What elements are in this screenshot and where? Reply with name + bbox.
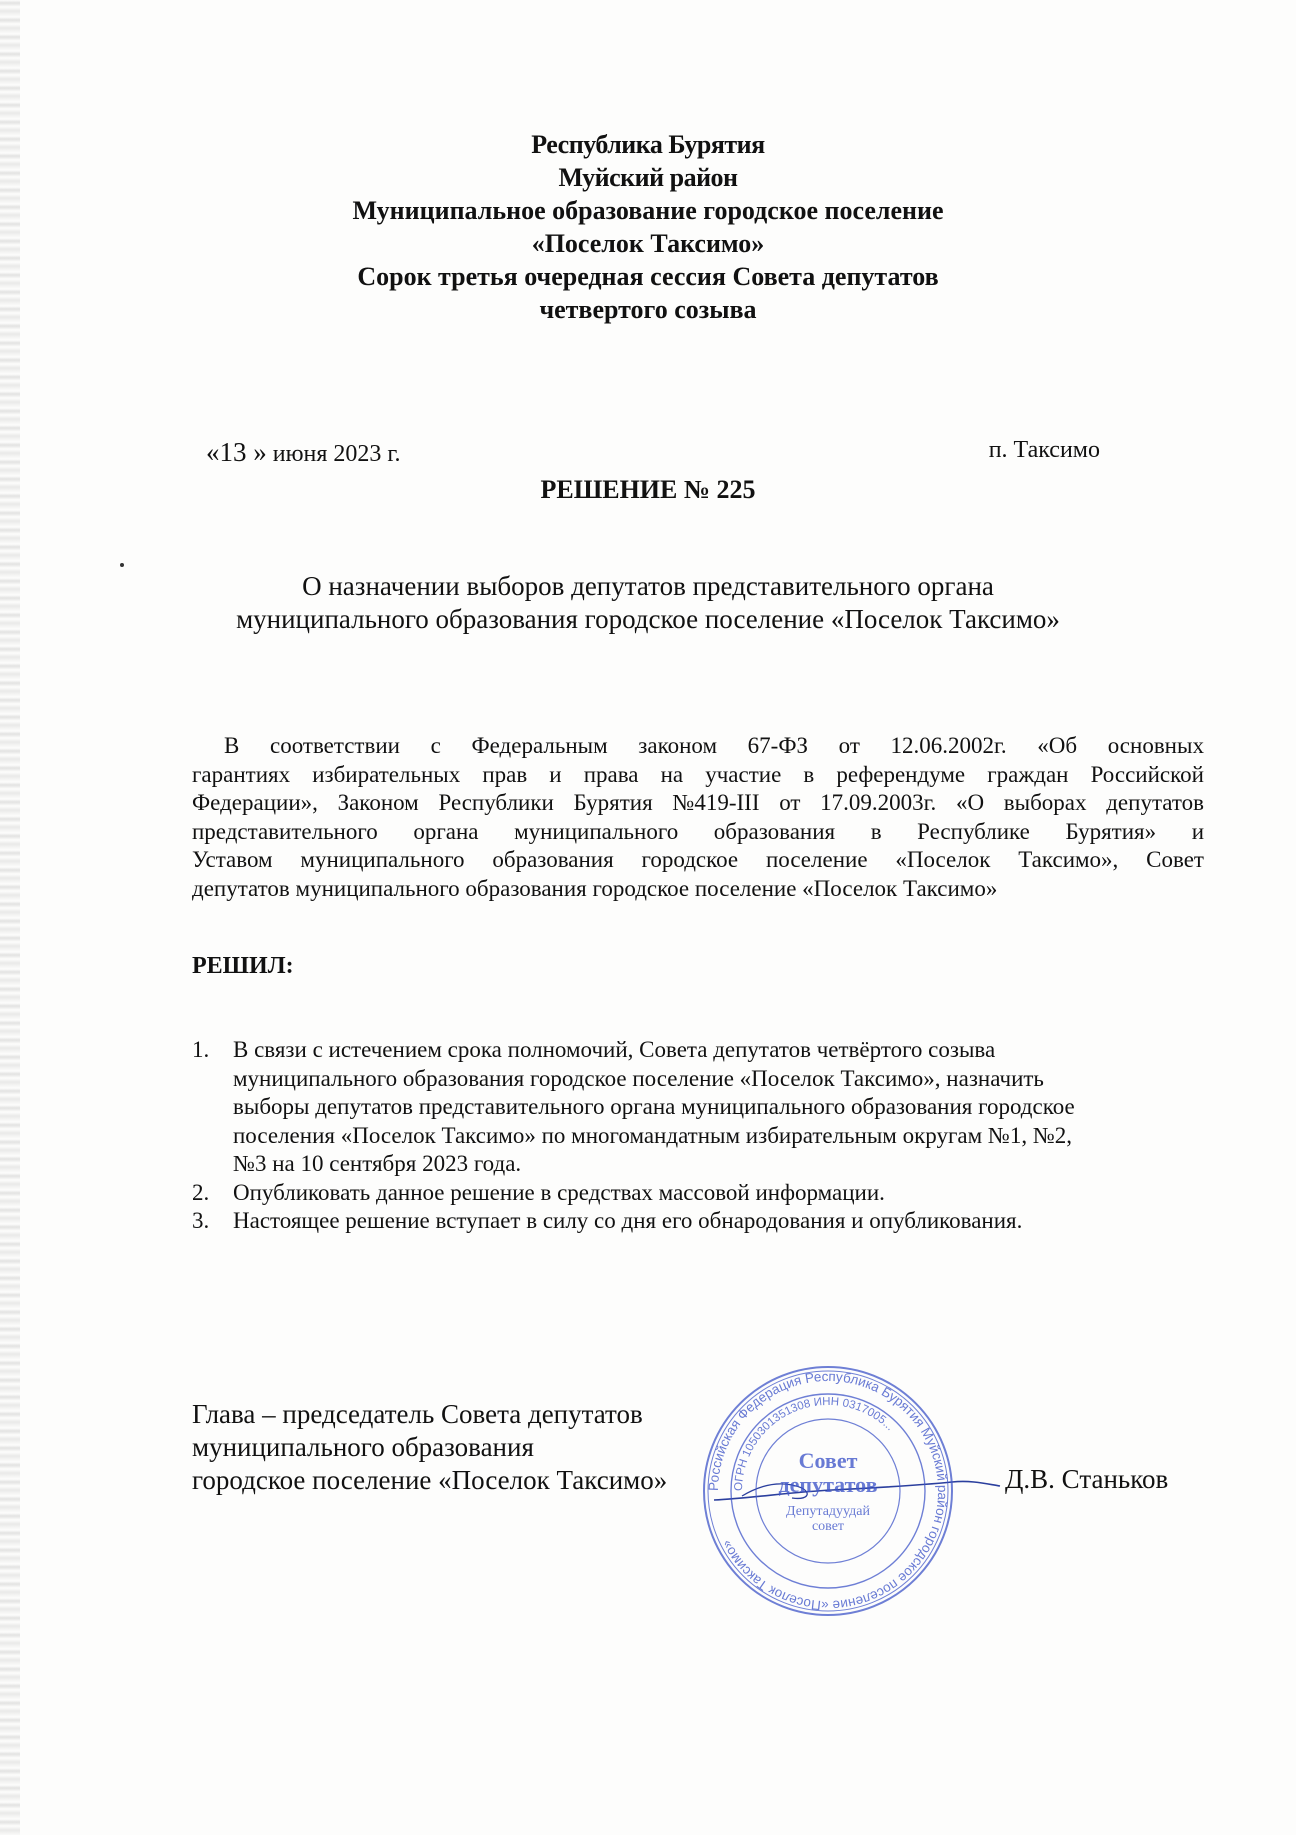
- preamble-word: Федерации»,: [192, 790, 318, 815]
- header-republic: Республика Бурятия: [531, 130, 765, 159]
- header-session: Сорок третья очередная сессия Совета депутатов: [357, 262, 939, 291]
- preamble-word: Таксимо»,: [1018, 847, 1119, 872]
- preamble-word: Совет: [1146, 847, 1204, 872]
- preamble-word: на: [660, 761, 684, 787]
- preamble-word: В: [224, 733, 240, 758]
- item-number: 2.: [192, 1179, 210, 1205]
- header-settlement: «Поселок Таксимо»: [531, 229, 765, 258]
- item-line: В связи с истечением срока полномочий, Совета депутатов четвёртого созыва: [233, 1037, 996, 1062]
- preamble-word: права: [583, 761, 639, 787]
- preamble-word: с: [430, 733, 441, 758]
- header-convocation: четвертого созыва: [539, 295, 757, 324]
- preamble-word: образования: [713, 818, 836, 844]
- decision-items-list: [192, 1036, 1222, 1236]
- preamble-word: Уставом: [192, 847, 273, 872]
- item-body: [233, 1207, 1022, 1236]
- preamble-word: соответствии: [269, 733, 400, 758]
- preamble-word: муниципального: [300, 847, 465, 872]
- decision-title: РЕШЕНИЕ № 225: [540, 475, 756, 504]
- item-number: 3.: [192, 1208, 210, 1233]
- date-day: «13 »: [206, 437, 267, 467]
- preamble-word: 67-ФЗ: [747, 733, 809, 758]
- resolved-heading: РЕШИЛ:: [192, 953, 294, 979]
- official-seal-stamp: [700, 1363, 956, 1619]
- item-number: 1.: [192, 1037, 210, 1062]
- preamble-word: «О: [955, 790, 985, 815]
- stray-dot: [120, 563, 124, 567]
- signature-block: [192, 1398, 667, 1497]
- preamble-word: в: [870, 818, 882, 844]
- item-line: Настоящее решение вступает в силу со дня его обнародования и опубликования.: [233, 1208, 1023, 1233]
- subject-line-1: О назначении выборов депутатов представительного органа: [302, 571, 994, 601]
- preamble-word: гарантиях: [192, 761, 291, 787]
- list-item: [192, 1207, 1222, 1236]
- subject-line-2: муниципального образования городское поселение «Поселок Таксимо»: [236, 604, 1060, 634]
- preamble-word: от: [779, 790, 801, 815]
- preamble-word: граждан: [987, 761, 1069, 787]
- signature-position-line-2: муниципального образования: [192, 1432, 534, 1462]
- signature-position-line-1: Глава – председатель Совета депутатов: [192, 1399, 643, 1429]
- preamble-word: и: [549, 761, 562, 787]
- header-municipality: Муниципальное образование городское поселение: [352, 196, 944, 225]
- document-header: [0, 128, 1296, 326]
- preamble-word: поселение: [765, 847, 868, 872]
- preamble-word: от: [838, 733, 860, 758]
- signer-name: Д.В. Станьков: [1005, 1464, 1169, 1494]
- stamp-outer-text: Российская Федерация Республика Бурятия Муйский район городское поселение «Поселок Таксимо»: [705, 1368, 951, 1614]
- preamble-word: выборах: [1003, 790, 1087, 815]
- preamble-word: законом: [638, 733, 718, 758]
- item-body: [233, 1036, 1075, 1179]
- preamble-word: Законом: [337, 790, 419, 815]
- preamble-word: референдуме: [836, 761, 966, 787]
- preamble-word: №419-III: [672, 790, 760, 815]
- stamp-inner-text: ОГРН 1050301351308 ИНН 0317005...: [732, 1395, 896, 1492]
- stamp-center-3: Депутадуудай: [786, 1504, 870, 1519]
- preamble-word: в: [803, 761, 815, 787]
- stamp-center-1: Совет: [798, 1448, 858, 1473]
- preamble-paragraph: [192, 732, 1204, 903]
- item-line: Опубликовать данное решение в средствах массовой информации.: [233, 1179, 885, 1205]
- preamble-word: Российской: [1090, 761, 1204, 787]
- list-item: [192, 1179, 1222, 1208]
- preamble-word: Бурятия: [573, 790, 653, 815]
- preamble-word: Бурятия»: [1065, 818, 1157, 844]
- item-line: муниципального образования городское поселение «Поселок Таксимо», назначить: [233, 1065, 1044, 1091]
- preamble-word: и: [1191, 818, 1204, 844]
- document-date: [206, 437, 401, 468]
- date-rest: июня 2023 г.: [266, 441, 401, 467]
- decision-subject: [0, 570, 1296, 636]
- preamble-word: депутатов: [1106, 790, 1204, 815]
- list-item: [192, 1036, 1222, 1179]
- preamble-word: городское: [641, 847, 739, 872]
- preamble-line-2: [192, 761, 1204, 790]
- preamble-word: Республике: [917, 818, 1030, 844]
- preamble-word: представительного: [192, 818, 378, 844]
- preamble-word: Республики: [438, 790, 554, 815]
- preamble-word: органа: [413, 818, 479, 844]
- preamble-line-1: [192, 732, 1204, 761]
- header-district: Муйский район: [558, 163, 738, 192]
- preamble-word: избирательных: [312, 761, 461, 787]
- preamble-word: участие: [705, 761, 782, 787]
- preamble-word: 12.06.2002г.: [890, 733, 1007, 758]
- stamp-center-2: депутатов: [778, 1472, 878, 1497]
- preamble-line-4: [192, 818, 1204, 847]
- preamble-word: 17.09.2003г.: [820, 790, 937, 815]
- item-body: [233, 1179, 885, 1208]
- preamble-word: Федеральным: [471, 733, 608, 758]
- stamp-center-4: совет: [811, 1519, 845, 1534]
- preamble-word: образования: [492, 847, 614, 872]
- preamble-line-5: [192, 846, 1204, 875]
- preamble-line-6: депутатов муниципального образования городское поселение «Поселок Таксимо»: [192, 875, 998, 901]
- item-line: поселения «Поселок Таксимо» по многомандатным избирательным округам №1, №2,: [233, 1122, 1073, 1148]
- item-line: №3 на 10 сентября 2023 года.: [233, 1151, 522, 1176]
- signature-position-line-3: городское поселение «Поселок Таксимо»: [192, 1465, 668, 1495]
- preamble-word: «Поселок: [895, 847, 991, 872]
- preamble-word: муниципального: [514, 818, 679, 844]
- preamble-word: прав: [482, 761, 528, 787]
- preamble-word: основных: [1107, 733, 1204, 758]
- preamble-line-3: [192, 789, 1204, 818]
- document-place: п. Таксимо: [988, 437, 1100, 463]
- preamble-word: «Об: [1037, 733, 1078, 758]
- item-line: выборы депутатов представительного органа муниципального образования городское: [233, 1094, 1075, 1119]
